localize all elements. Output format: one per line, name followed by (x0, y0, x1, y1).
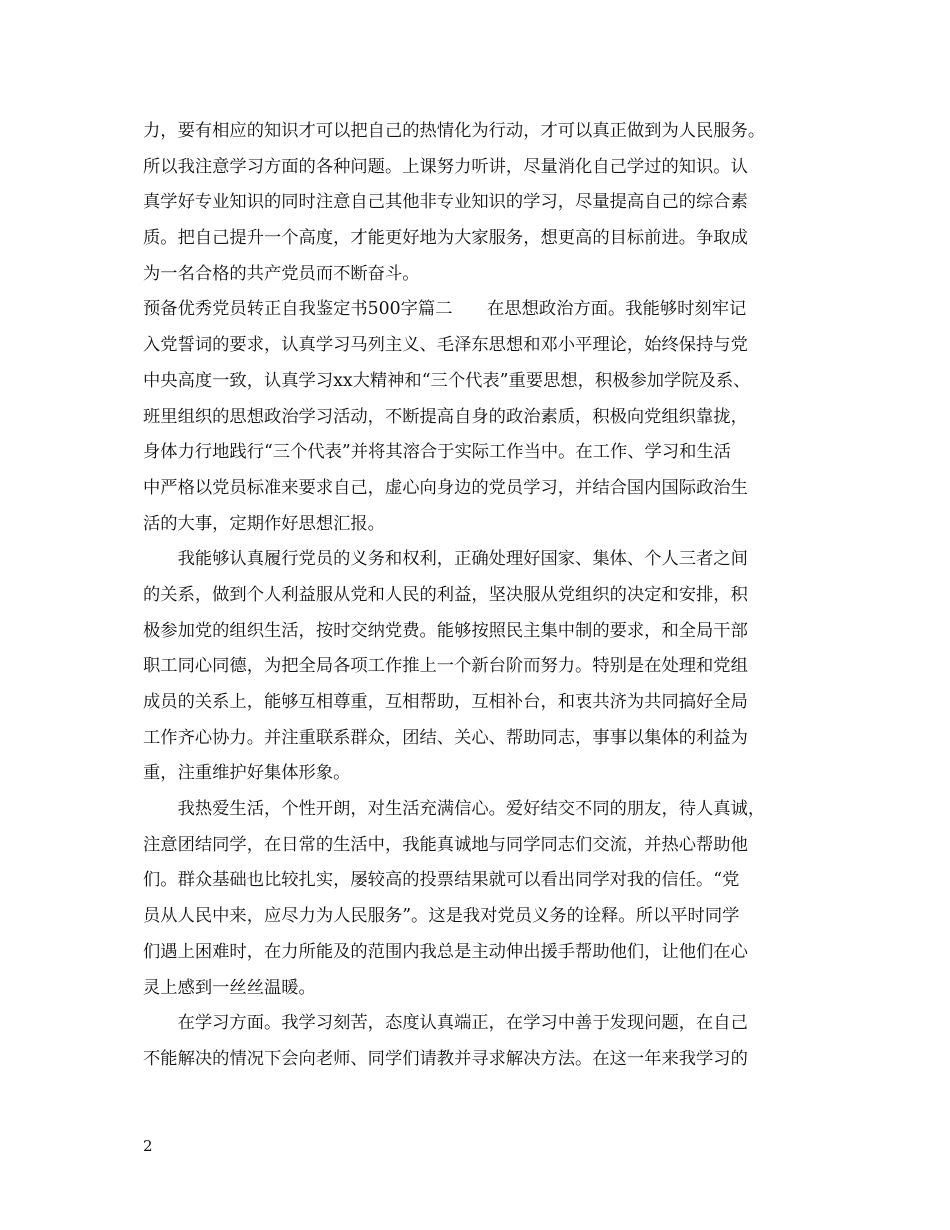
text-line: 真学好专业知识的同时注意自己其他非专业知识的学习，尽量提高自己的综合素 (143, 192, 748, 213)
text-line: 中严格以党员标准来要求自己，虚心向身边的党员学习，并结合国内国际政治生 (143, 477, 748, 498)
text-line: 重，注重维护好集体形象。 (143, 763, 351, 784)
text-line: 我能够认真履行党员的义务和权利，正确处理好国家、集体、个人三者之间 (143, 549, 748, 570)
text-line: 职工同心同德，为把全局各项工作推上一个新台阶而努力。特别是在处理和党组 (143, 656, 748, 677)
body-text (143, 114, 823, 1078)
text-line: 班里组织的思想政治学习活动，不断提高自身的政治素质，积极向党组织靠拢， (143, 406, 748, 427)
text-line: 质。把自己提升一个高度，才能更好地为大家服务，想更高的目标前进。争取成 (143, 228, 748, 249)
text-line: 工作齐心协力。并注重联系群众，团结、关心、帮助同志，事事以集体的利益为 (143, 727, 748, 748)
text-line: 在学习方面。我学习刻苦，态度认真端正，在学习中善于发现问题，在自己 (143, 1013, 748, 1034)
text-line: 活的大事，定期作好思想汇报。 (143, 513, 385, 534)
text-line: 我热爱生活，个性开朗，对生活充满信心。爱好结交不同的朋友，待人真诚， (143, 799, 766, 820)
text-line: 中央高度一致，认真学习xx大精神和“三个代表”重要思想，积极参加学院及系、 (143, 370, 751, 391)
text-line: 不能解决的情况下会向老师、同学们请教并寻求解决方法。在这一年来我学习的 (143, 1048, 748, 1069)
text-line: 们。群众基础也比较扎实，屡较高的投票结果就可以看出同学对我的信任。“党 (143, 870, 740, 891)
text-line: 成员的关系上，能够互相尊重，互相帮助，互相补台，和衷共济为共同搞好全局 (143, 692, 748, 712)
text-line: 入党誓词的要求，认真学习马列主义、毛泽东思想和邓小平理论，始终保持与党 (143, 335, 748, 356)
page-number: 2 (143, 1137, 153, 1155)
text-line: 为一名合格的共产党员而不断奋斗。 (143, 263, 420, 284)
text-line: 力，要有相应的知识才可以把自己的热情化为行动，才可以真正做到为人民服务。 (143, 121, 766, 141)
text-line: 的关系，做到个人利益服从党和人民的利益，坚决服从党组织的决定和安排，积 (143, 584, 748, 605)
text-line: 们遇上困难时，在力所能及的范围内我总是主动伸出援手帮助他们，让他们在心 (143, 941, 748, 962)
text-line: 身体力行地践行“三个代表”并将其溶合于实际工作当中。在工作、学习和生活 (143, 442, 731, 463)
text-line: 灵上感到一丝丝温暖。 (143, 977, 316, 998)
text-line: 员从人民中来，应尽力为人民服务”。这是我对党员义务的诠释。所以平时同学 (143, 906, 740, 927)
text-line: 注意团结同学，在日常的生活中，我能真诚地与同学同志们交流，并热心帮助他 (143, 834, 748, 855)
text-line: 所以我注意学习方面的各种问题。上课努力听讲，尽量消化自己学过的知识。认 (143, 156, 748, 177)
text-line: 极参加党的组织生活，按时交纳党费。能够按照民主集中制的要求，和全局干部 (143, 620, 748, 641)
section-heading-line: 预备优秀党员转正自我鉴定书500字篇二 在思想政治方面。我能够时刻牢记 (143, 299, 747, 320)
